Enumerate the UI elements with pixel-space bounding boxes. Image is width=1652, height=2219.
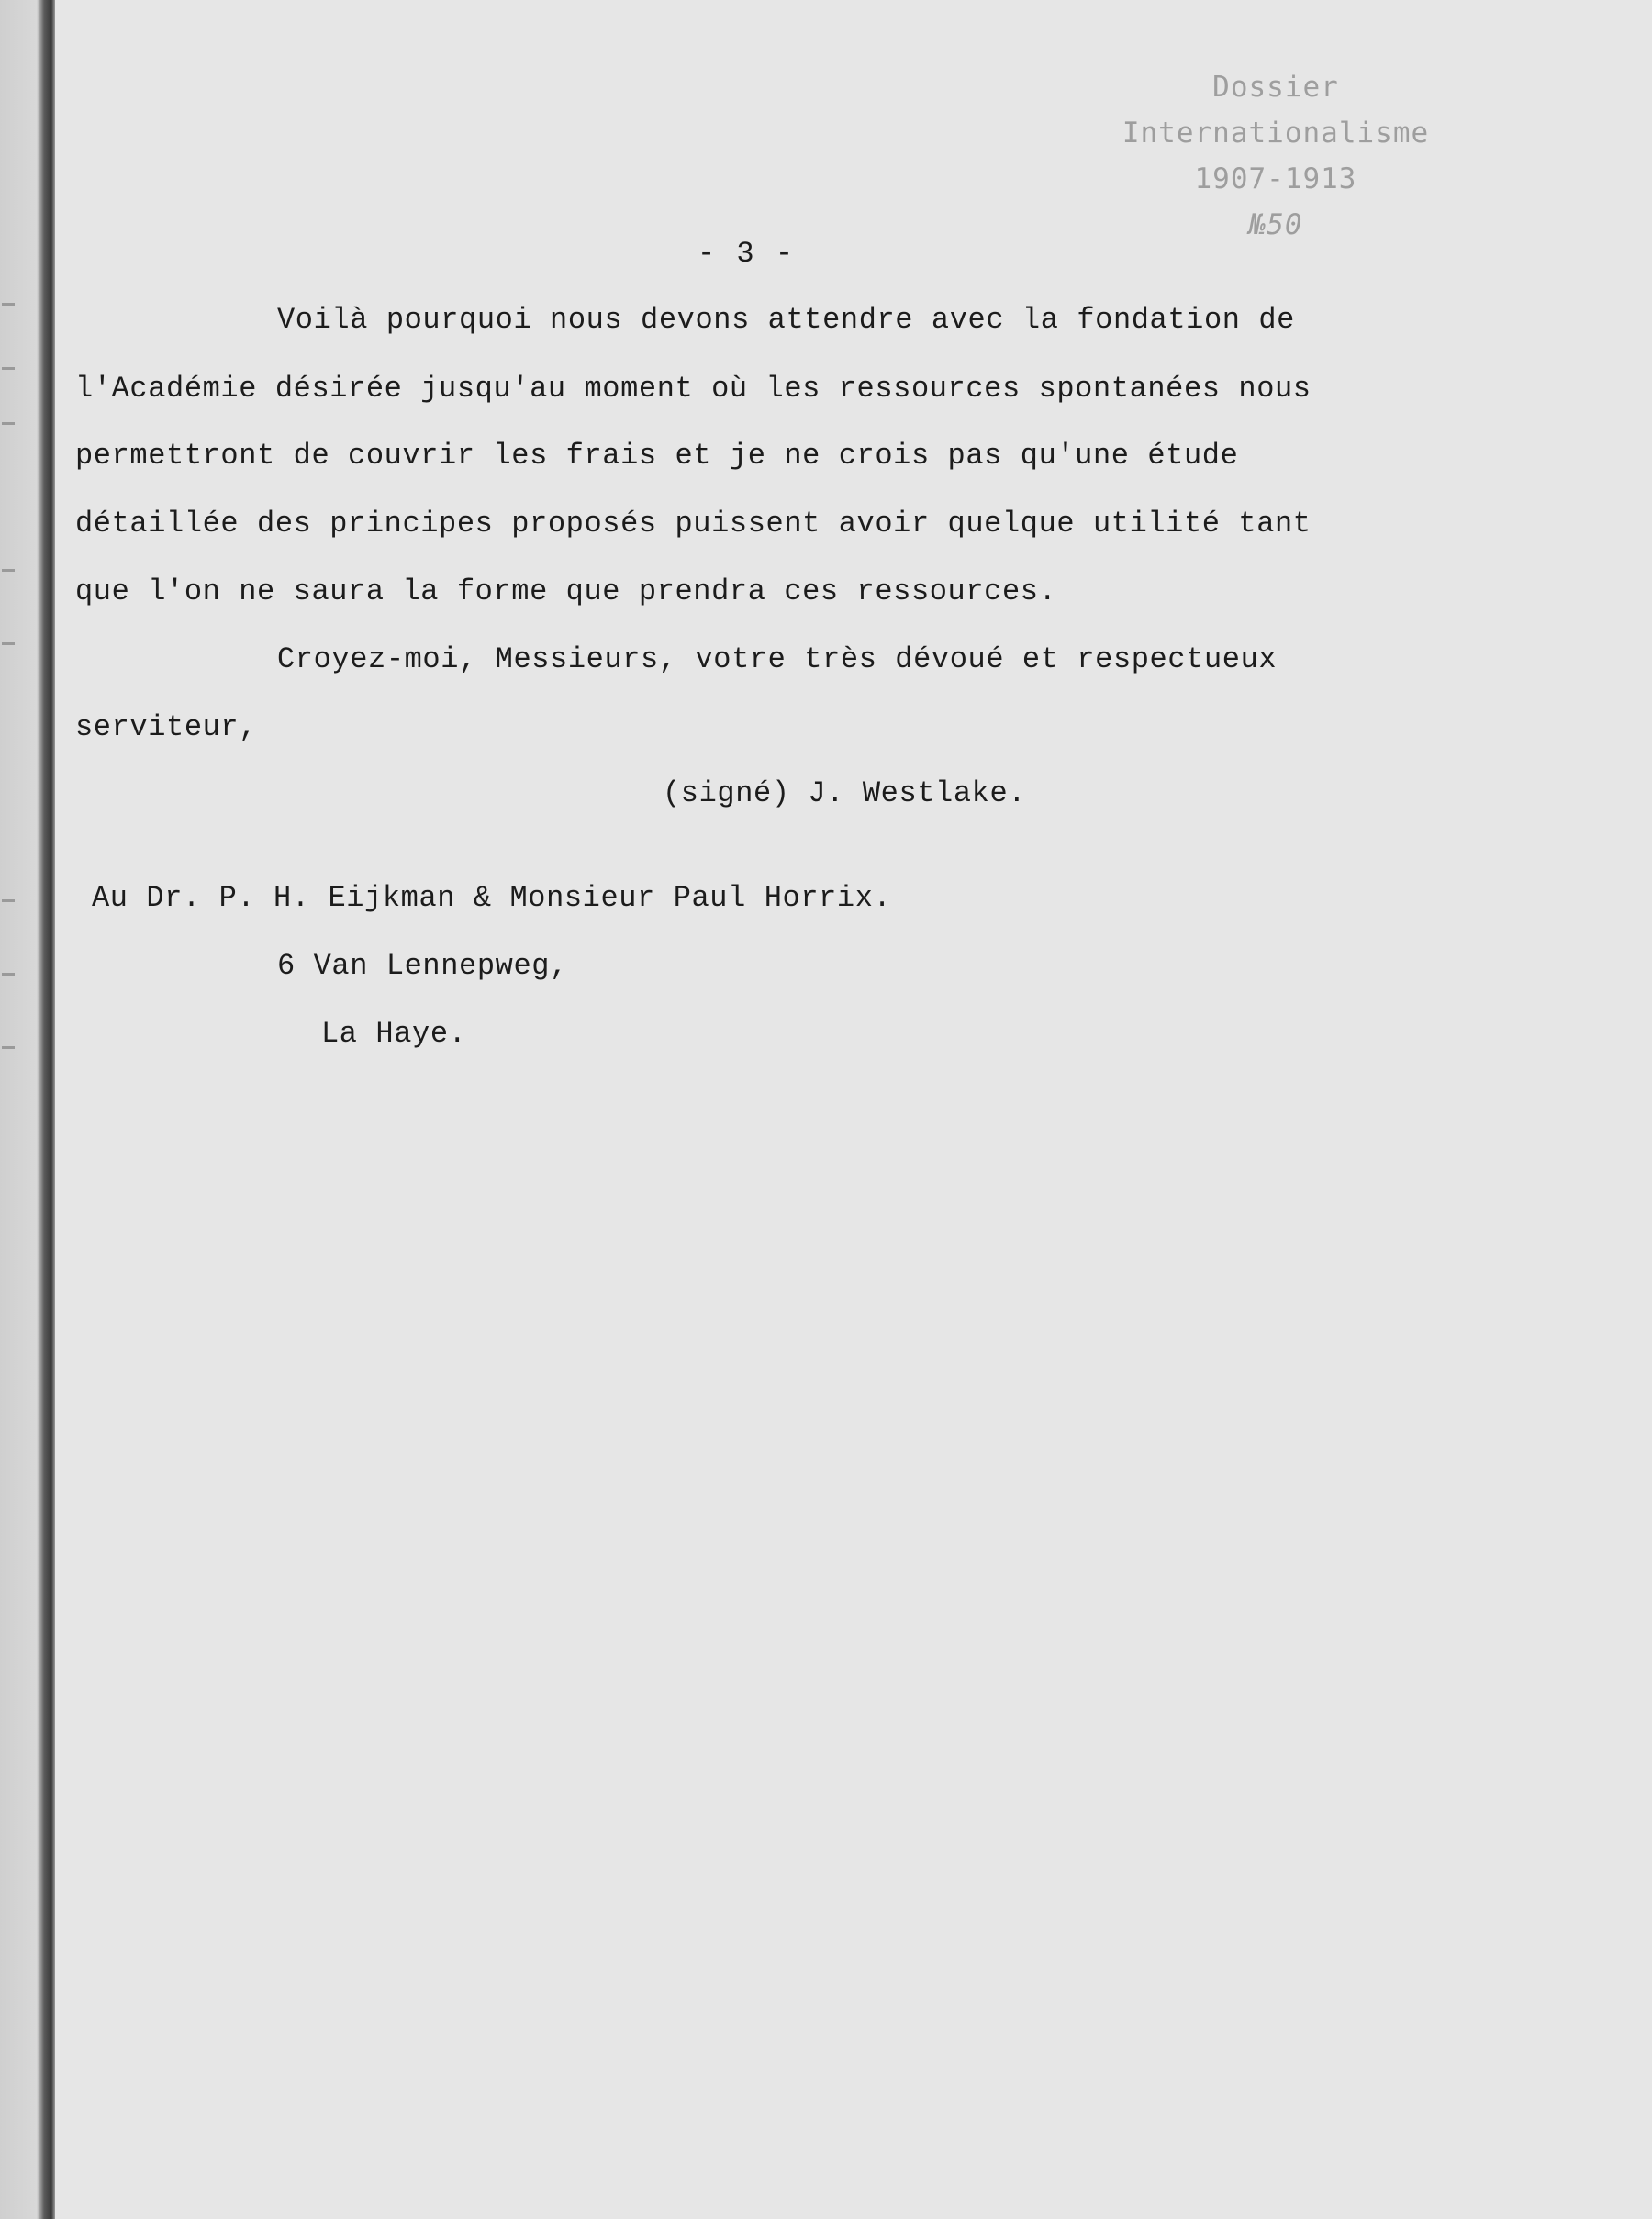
signature: (signé) J. Westlake. (663, 776, 1027, 810)
body-line: détaillée des principes proposés puissent avoir quelque utilité tant (75, 507, 1312, 541)
stamp-dossier: Dossier (1212, 71, 1339, 104)
archive-stamp (1083, 64, 1468, 248)
margin-mark (2, 1046, 15, 1049)
closing-line: Croyez-moi, Messieurs, votre très dévoué et respectueux (277, 642, 1278, 676)
body-line: permettront de couvrir les frais et je ne crois pas qu'une étude (75, 439, 1239, 473)
body-line: que l'on ne saura la forme que prendra ces ressources. (75, 574, 1057, 608)
binding-edge (0, 0, 55, 2219)
address-city: La Haye. (321, 1017, 467, 1051)
margin-mark (2, 569, 15, 572)
address-recipient: Au Dr. P. H. Eijkman & Monsieur Paul Horrix. (92, 881, 892, 915)
address-street: 6 Van Lennepweg, (277, 949, 568, 983)
body-line: Voilà pourquoi nous devons attendre avec la fondation de (277, 303, 1295, 337)
closing-line: serviteur, (75, 710, 258, 744)
stamp-years: 1907-1913 (1194, 162, 1357, 195)
stamp-file-number: №50 (1248, 208, 1303, 241)
margin-mark (2, 973, 15, 976)
margin-mark (2, 899, 15, 902)
body-line: l'Académie désirée jusqu'au moment où les ressources spontanées nous (75, 372, 1312, 406)
stamp-subject: Internationalisme (1122, 117, 1430, 150)
margin-mark (2, 367, 15, 370)
margin-mark (2, 422, 15, 425)
page-number: - 3 - (698, 237, 796, 271)
margin-mark (2, 642, 15, 645)
margin-mark (2, 303, 15, 306)
